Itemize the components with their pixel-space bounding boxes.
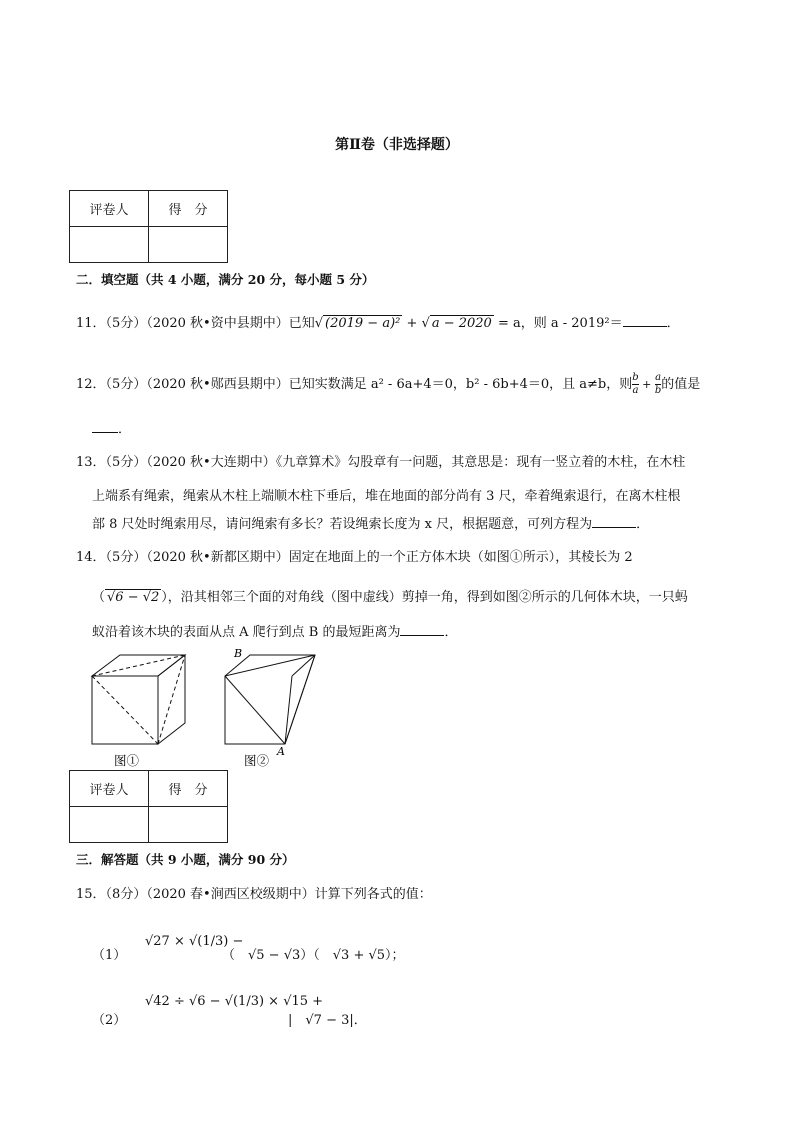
score-table-2: [69, 770, 228, 843]
q13-line-1: 13．（5分）（2020 秋•大连期中）《九章算术》勾股章有一问题，其意思是：现有一竖立着的木柱，在木柱: [76, 455, 686, 470]
q15-part-2-label: （2）: [92, 1013, 127, 1028]
q11-prefix: 11．（5分）（2020 秋•资中县期中）已知: [76, 316, 315, 331]
question-12: 12．（5分）（2020 秋•郧西县期中）已知实数满足 a² - 6a+4＝0，b² - 6b+4＝0，且 a≠b，则 $\frac{b}{a}$ + $\frac{a}{b}$ 的值是: [76, 372, 701, 396]
q11-radical-1: √ (2019 − a)²: [314, 316, 401, 331]
q15-part-1-expression-a: √27 × √(1/3) −: [145, 934, 244, 949]
q12-prefix: 12．（5分）（2020 秋•郧西县期中）已知实数满足 a² - 6a+4＝0，b² - 6b+4＝0，且 a≠b，则: [76, 377, 633, 392]
q14-line-3: 蚁沿着该木块的表面从点 A 爬行到点 B 的最短距离为 ．: [92, 625, 458, 640]
q11-radical-2: √ a − 2020: [421, 316, 492, 331]
figure-1-cube: [92, 655, 185, 744]
q11-answer-blank[interactable]: [623, 314, 667, 327]
figure-2-cut-cube: [225, 655, 315, 744]
q12-fraction-a-over-b: $\frac{a}{b}$: [654, 372, 662, 396]
q14-line-1: 14．（5分）（2020 秋•新都区期中）固定在地面上的一个正方体木块（如图①所示），其棱长为 2: [76, 550, 633, 565]
q15-line-1: 15．（8分）（2020 春•涧西区校级期中）计算下列各式的值：: [76, 887, 432, 902]
q11-condition: = a，则 a - 2019²＝: [493, 316, 623, 331]
grader-cell[interactable]: [70, 227, 149, 263]
grader-header-2: 评卷人: [70, 771, 149, 807]
q15-part-2-expression-b: | √7 − 3|．: [288, 1013, 367, 1028]
q14-radical: √6 − √2: [107, 590, 160, 605]
score-table-1: [69, 190, 228, 263]
q14-line-2: （ √6 − √2 ），沿其相邻三个面的对角线（图中虚线）剪掉一角，得到如图②所示的几何体木块，一只蚂: [92, 590, 688, 605]
q15-part-1-label: （1）: [92, 948, 127, 963]
q12-answer-line[interactable]: ．: [92, 418, 131, 437]
q13-answer-blank[interactable]: [592, 515, 636, 528]
point-b-label: B: [234, 647, 243, 660]
grader-cell-2[interactable]: [70, 807, 149, 843]
q13-line-3: 部 8 尺处时绳索用尽，请问绳索有多长？若设绳索长度为 x 尺，根据题意，可列方程为 ．: [92, 517, 650, 532]
question-11: 11．（5分）（2020 秋•资中县期中）已知√ (2019 − a)² + √ a − 2020 = a，则 a - 2019²＝ ．: [76, 316, 680, 331]
figure-2-label: 图②: [244, 753, 270, 768]
q13-line-2: 上端系有绳索，绳索从木柱上端顺木柱下垂后，堆在地面的部分尚有 3 尺，牵着绳索退行，在离木柱根: [92, 489, 681, 504]
solution-section-title: 三．解答题（共 9 小题，满分 90 分）: [76, 852, 295, 867]
score-header: 得 分: [149, 191, 228, 227]
q12-answer-blank[interactable]: [92, 420, 118, 433]
score-header-2: 得 分: [149, 771, 228, 807]
q12-fraction-b-over-a: $\frac{b}{a}$: [632, 372, 639, 396]
q15-part-2-expression-a: √42 ÷ √6 − √(1/3) × √15 +: [145, 994, 324, 1009]
score-cell-2[interactable]: [149, 807, 228, 843]
section-heading: 第Ⅱ卷（非选择题）: [335, 137, 459, 153]
score-cell[interactable]: [149, 227, 228, 263]
point-a-label: A: [277, 745, 285, 758]
fill-blank-section-title: 二．填空题（共 4 小题，满分 20 分，每小题 5 分）: [76, 272, 375, 287]
q15-part-1-expression-b: （ √5 − √3）（ √3 + √5）；: [222, 948, 405, 963]
figure-1-label: 图①: [114, 753, 140, 768]
grader-header: 评卷人: [70, 191, 149, 227]
q14-figures: [80, 645, 320, 770]
q14-answer-blank[interactable]: [400, 623, 444, 636]
